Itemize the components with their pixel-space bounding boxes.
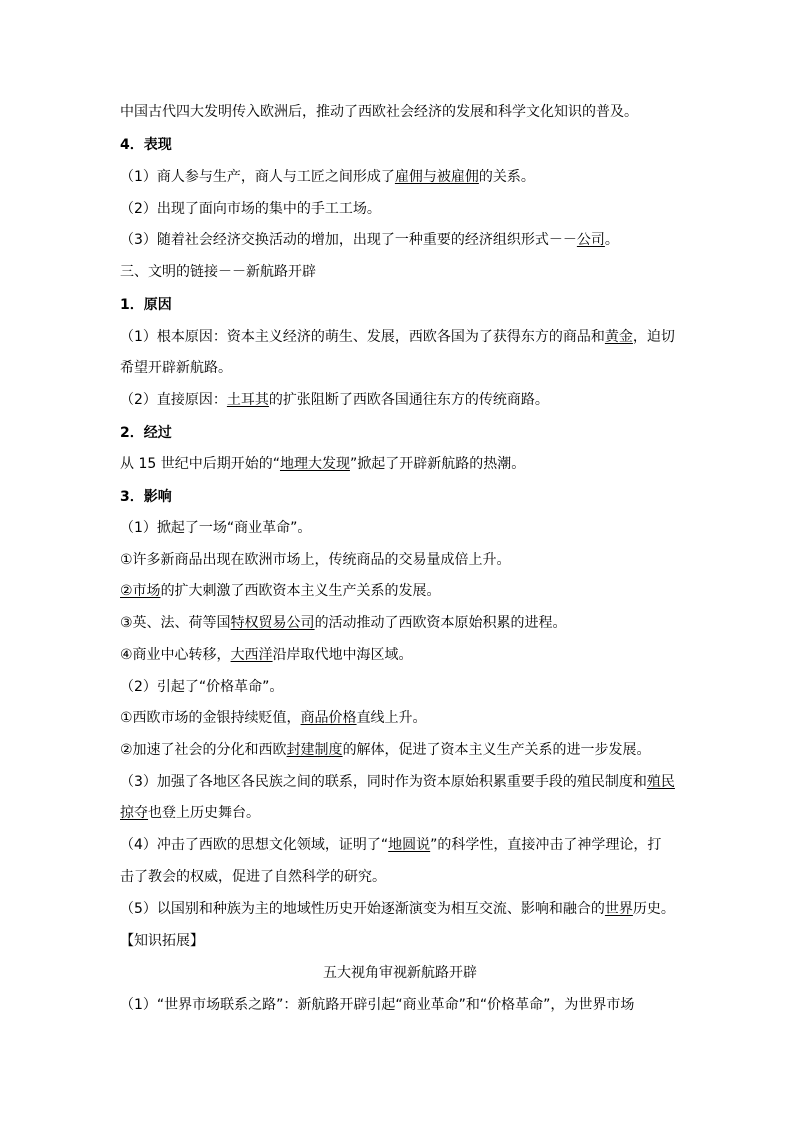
text: （3）随着社会经济交换活动的增加，出现了一种重要的经济组织形式－－ [120, 232, 577, 248]
underlined-term: 黄金 [604, 329, 633, 345]
text: ”掀起了开辟新航路的热潮。 [349, 456, 526, 472]
heading-manifestation: 4．表现 [120, 137, 172, 153]
subitem-feudal-collapse [120, 741, 680, 759]
underlined-term: 大西洋 [230, 647, 273, 663]
subitem-commercial-center [120, 646, 680, 664]
text: 直线上升。 [356, 710, 427, 726]
text: 的扩大刺激了西欧资本主义生产关系的发展。 [160, 583, 441, 599]
item-workshops: （2）出现了面向市场的集中的手工工场。 [120, 201, 381, 217]
underlined-term: 殖民 [646, 774, 675, 790]
text: （1）根本原因：资本主义经济的萌生、发展，西欧各国为了获得东方的商品和 [120, 329, 605, 345]
underlined-term: 公司 [576, 232, 605, 248]
text: 的扩张阻断了西欧各国通往东方的传统商路。 [268, 392, 549, 408]
underlined-term: ②市场 [120, 583, 161, 599]
item-price-revolution: （2）引起了“价格革命”。 [120, 679, 284, 695]
item-thought-culture-cont: 击了教会的权威，促进了自然科学的研究。 [120, 869, 386, 885]
underlined-term: 地圆说 [388, 837, 431, 853]
text: （5）以国别和种族为主的地域性历史开始逐渐演变为相互交流、影响和融合的 [120, 901, 605, 917]
paragraph-four-inventions: 中国古代四大发明传入欧洲后，推动了西欧社会经济的发展和科学文化知识的普及。 [120, 104, 638, 120]
item-root-cause [120, 328, 680, 346]
text: 沿岸取代地中海区域。 [272, 647, 413, 663]
heading-process: 2．经过 [120, 425, 172, 441]
item-thought-culture [120, 836, 680, 854]
text: ③英、法、荷等国 [120, 615, 231, 631]
subitem-trading-companies [120, 614, 680, 632]
item-commercial-revolution: （1）掀起了一场“商业革命”。 [120, 520, 312, 536]
text: ②加速了社会的分化和西欧 [120, 742, 287, 758]
heading-knowledge-extension: 【知识拓展】 [120, 933, 204, 949]
text: 也登上历史舞台。 [148, 805, 260, 821]
underlined-term: 特权贸易公司 [230, 615, 315, 631]
underlined-term: 雇佣与被雇佣 [394, 169, 479, 185]
item-company [120, 231, 680, 249]
item-colonial-system-cont [120, 804, 680, 822]
subheading-five-perspectives: 五大视角审视新航路开辟 [323, 965, 477, 981]
text: （1）商人参与生产，商人与工匠之间形成了 [120, 169, 395, 185]
text: 。 [604, 232, 619, 248]
item-merchants-production [120, 168, 680, 186]
text: 的解体，促进了资本主义生产关系的进一步发展。 [342, 742, 651, 758]
text: 从 15 世纪中后期开始的“ [120, 456, 280, 472]
paragraph-process [120, 455, 680, 473]
subitem-gold-silver [120, 709, 680, 727]
heading-impact: 3．影响 [120, 489, 172, 505]
text: ①西欧市场的金银持续贬值， [120, 710, 301, 726]
subitem-market-expansion [120, 582, 680, 600]
underlined-term: 地理大发现 [279, 456, 350, 472]
underlined-term: 世界 [604, 901, 633, 917]
item-root-cause-cont: 希望开辟新航路。 [120, 360, 232, 376]
item-world-market-road: （1）“世界市场联系之路”：新航路开辟引起“商业革命”和“价格革命”，为世界市场 [120, 997, 635, 1013]
text: （2）直接原因： [120, 392, 227, 408]
text: ，迫切 [632, 329, 675, 345]
text: （3）加强了各地区各民族之间的联系，同时作为资本原始积累重要手段的殖民制度和 [120, 774, 647, 790]
item-direct-cause [120, 391, 680, 409]
underlined-term: 土耳其 [226, 392, 269, 408]
text: 历史。 [632, 901, 675, 917]
text: （4）冲击了西欧的思想文化领域，证明了“ [120, 837, 389, 853]
text: 的关系。 [478, 169, 535, 185]
underlined-term: 封建制度 [286, 742, 343, 758]
subitem-new-goods: ①许多新商品出现在欧洲市场上，传统商品的交易量成倍上升。 [120, 552, 511, 568]
text: 的活动推动了西欧资本原始积累的进程。 [314, 615, 567, 631]
text: ④商业中心转移， [120, 647, 231, 663]
underlined-term: 商品价格 [300, 710, 357, 726]
section-heading-new-routes: 三、文明的链接－－新航路开辟 [120, 264, 316, 280]
heading-causes: 1．原因 [120, 297, 172, 313]
item-world-history [120, 900, 680, 918]
text: ”的科学性，直接冲击了神学理论，打 [430, 837, 662, 853]
underlined-term: 掠夺 [120, 805, 148, 821]
item-colonial-system [120, 773, 680, 791]
